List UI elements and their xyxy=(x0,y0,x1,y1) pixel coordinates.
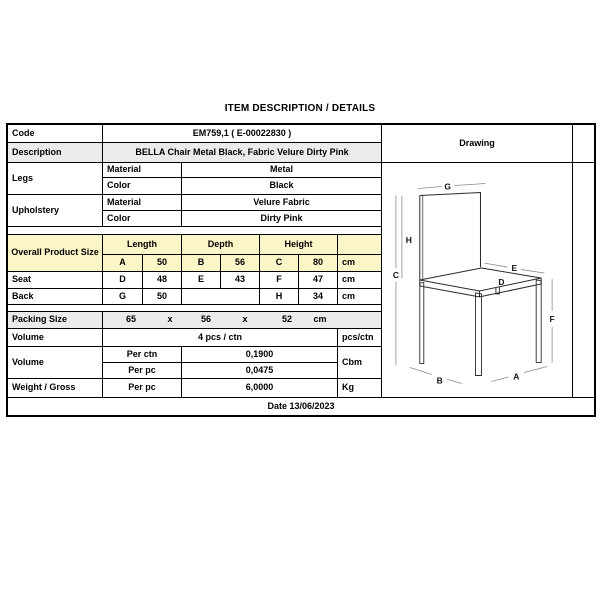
upholstery-color-value: Dirty Pink xyxy=(182,211,382,227)
dim-val-d: 48 xyxy=(143,272,182,289)
volume-pcs-value: 4 pcs / ctn xyxy=(103,329,338,347)
volume-label-2: Volume xyxy=(8,347,103,379)
per-pc-label: Per pc xyxy=(103,363,182,379)
description-label: Description xyxy=(8,143,103,163)
size-unit-corner xyxy=(338,235,382,255)
description-value: BELLA Chair Metal Black, Fabric Velure Dirty Pink xyxy=(103,143,382,163)
weight-unit: Kg xyxy=(338,379,382,398)
legs-color-label: Color xyxy=(103,178,182,195)
size-col-length: Length xyxy=(103,235,182,255)
weight-label: Weight / Gross xyxy=(8,379,103,398)
drawing-header: Drawing xyxy=(382,125,573,163)
legs-material-value: Metal xyxy=(182,163,382,178)
weight-value: 6,0000 xyxy=(182,379,338,398)
dim-label-d: D xyxy=(498,276,505,287)
packing-size-values xyxy=(103,312,382,329)
right-margin-cell-top xyxy=(573,125,594,163)
dim-val-c: 80 xyxy=(299,255,338,272)
volume-unit-1: pcs/ctn xyxy=(338,329,382,347)
back-label: Back xyxy=(8,289,103,305)
weight-per-pc-label: Per pc xyxy=(103,379,182,398)
dim-key-e: E xyxy=(182,272,221,289)
upholstery-label: Upholstery xyxy=(8,195,103,227)
chair-seat xyxy=(420,268,541,297)
packing-times-2: x xyxy=(242,314,248,325)
packing-unit: cm xyxy=(313,314,327,325)
right-margin-cell xyxy=(573,163,594,398)
chair-backrest xyxy=(420,192,481,280)
dim-label-c: C xyxy=(392,269,399,280)
upholstery-color-label: Color xyxy=(103,211,182,227)
packing-depth: 56 xyxy=(200,314,211,325)
item-description-table xyxy=(6,123,596,417)
packing-times-1: x xyxy=(167,314,173,325)
drawing-cell xyxy=(382,163,573,398)
dim-key-f: F xyxy=(260,272,299,289)
packing-length: 65 xyxy=(125,314,136,325)
legs-color-value: Black xyxy=(182,178,382,195)
dim-val-b: 56 xyxy=(221,255,260,272)
dim-label-a: A xyxy=(513,370,520,381)
dim-key-a: A xyxy=(103,255,143,272)
spacer-row xyxy=(8,227,382,235)
dim-key-h: H xyxy=(260,289,299,305)
back-depth-empty xyxy=(182,289,260,305)
dim-key-d: D xyxy=(103,272,143,289)
packing-height: 52 xyxy=(281,314,292,325)
dim-label-g: G xyxy=(444,180,451,191)
size-col-height: Height xyxy=(260,235,338,255)
dim-val-a: 50 xyxy=(143,255,182,272)
dim-val-h: 34 xyxy=(299,289,338,305)
volume-unit-2: Cbm xyxy=(338,347,382,379)
dim-key-g: G xyxy=(103,289,143,305)
legs-label: Legs xyxy=(8,163,103,195)
dim-label-h: H xyxy=(405,234,412,245)
seat-label: Seat xyxy=(8,272,103,289)
packing-size-label: Packing Size xyxy=(8,312,103,329)
dim-key-b: B xyxy=(182,255,221,272)
spacer-row xyxy=(8,305,382,312)
legs-material-label: Material xyxy=(103,163,182,178)
volume-label-1: Volume xyxy=(8,329,103,347)
dim-val-g: 50 xyxy=(143,289,182,305)
dim-label-e: E xyxy=(511,262,518,273)
code-label: Code xyxy=(8,125,103,143)
dim-val-e: 43 xyxy=(221,272,260,289)
dim-key-c: C xyxy=(260,255,299,272)
size-col-depth: Depth xyxy=(182,235,260,255)
upholstery-material-value: Velure Fabric xyxy=(182,195,382,211)
per-ctn-label: Per ctn xyxy=(103,347,182,363)
dim-label-b: B xyxy=(436,374,443,385)
dim-label-f: F xyxy=(549,313,555,324)
code-value: EM759,1 ( E-00022830 ) xyxy=(103,125,382,143)
page-title: ITEM DESCRIPTION / DETAILS xyxy=(224,103,376,114)
per-pc-value: 0,0475 xyxy=(182,363,338,379)
per-ctn-value: 0,1900 xyxy=(182,347,338,363)
size-header-label: Overall Product Size xyxy=(8,235,103,272)
dim-val-f: 47 xyxy=(299,272,338,289)
chair-line-drawing xyxy=(382,163,572,398)
dim-unit-back: cm xyxy=(338,289,382,305)
dim-unit-overall: cm xyxy=(338,255,382,272)
dim-unit-seat: cm xyxy=(338,272,382,289)
upholstery-material-label: Material xyxy=(103,195,182,211)
date-row: Date 13/06/2023 xyxy=(8,398,594,415)
